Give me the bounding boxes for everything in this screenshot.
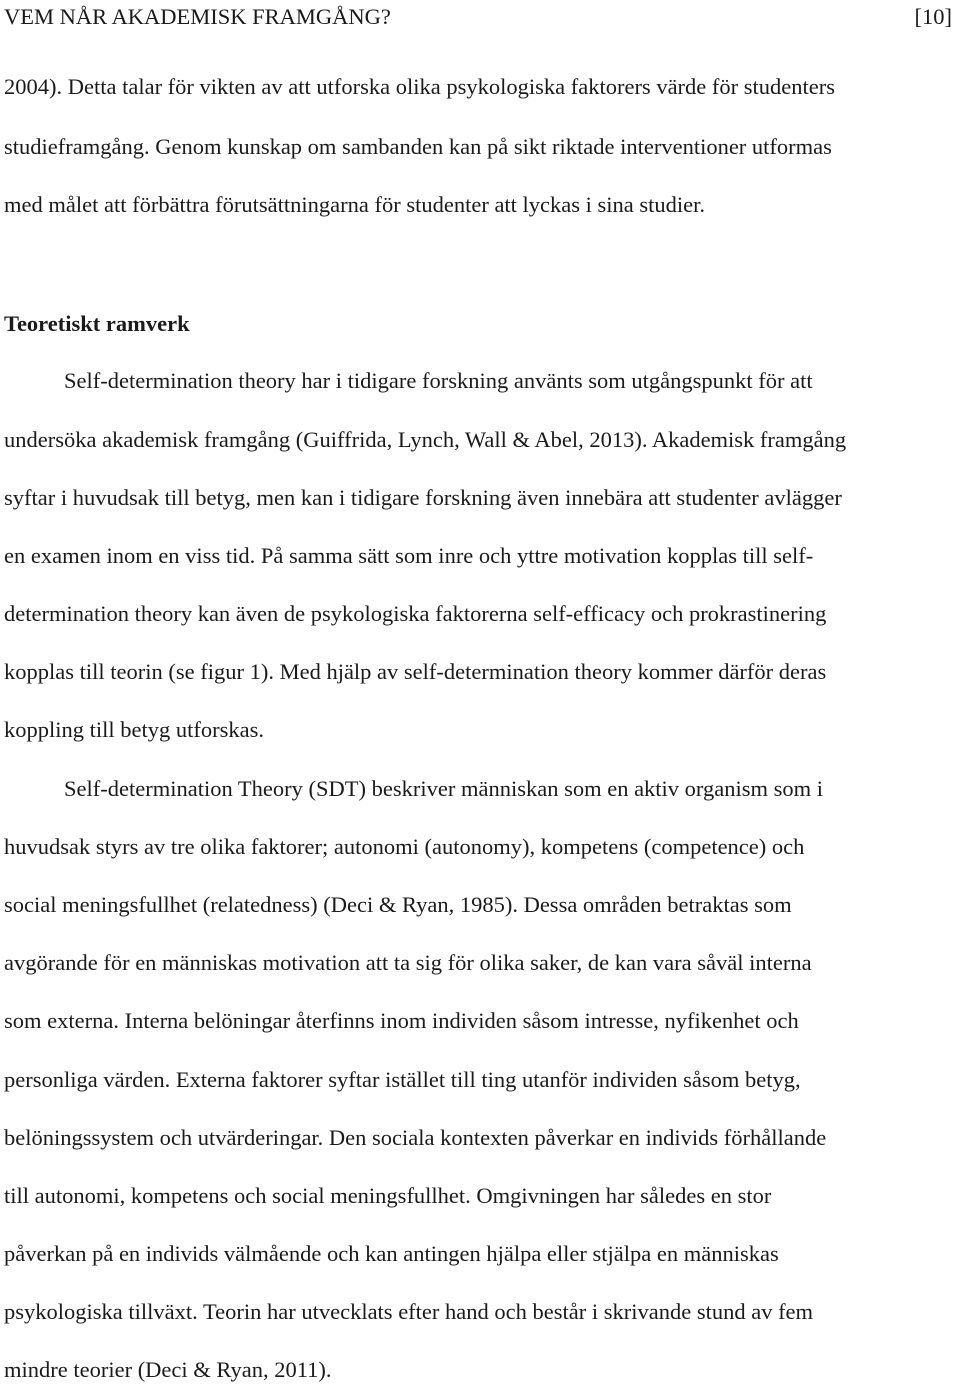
paragraph-line: syftar i huvudsak till betyg, men kan i tidigare forskning även innebära att studenter avlägger	[4, 485, 842, 510]
paragraph-line: som externa. Interna belöningar återfinns inom individen såsom intresse, nyfikenhet och	[4, 1008, 799, 1033]
intro-line: studieframgång. Genom kunskap om sambanden kan på sikt riktade interventioner utformas	[4, 134, 832, 159]
paragraph-line: belöningssystem och utvärderingar. Den sociala kontexten påverkar en individs förhållande	[4, 1125, 827, 1150]
section-heading: Teoretiskt ramverk	[4, 311, 190, 336]
paragraph-line: determination theory kan även de psykologiska faktorerna self-efficacy och prokrastinering	[4, 601, 827, 626]
intro-line: 2004). Detta talar för vikten av att utforska olika psykologiska faktorers värde för studenters	[4, 74, 835, 99]
paragraph-line: påverkan på en individs välmående och kan antingen hjälpa eller stjälpa en människas	[4, 1241, 779, 1266]
paragraph-line: social meningsfullhet (relatedness) (Deci & Ryan, 1985). Dessa områden betraktas som	[4, 892, 792, 917]
page-number: [10]	[914, 4, 952, 29]
paragraph-line: koppling till betyg utforskas.	[4, 717, 264, 742]
paragraph-line: Self-determination Theory (SDT) beskriver människan som en aktiv organism som i	[64, 776, 824, 801]
page-header	[4, 4, 952, 38]
paragraph-line: huvudsak styrs av tre olika faktorer; autonomi (autonomy), kompetens (competence) och	[4, 834, 805, 859]
paragraph-line: psykologiska tillväxt. Teorin har utvecklats efter hand och består i skrivande stund av fem	[4, 1299, 814, 1324]
paragraph-line: personliga värden. Externa faktorer syftar istället till ting utanför individen såsom betyg,	[4, 1067, 801, 1092]
paragraph-line: kopplas till teorin (se figur 1). Med hjälp av self-determination theory kommer därför deras	[4, 659, 827, 684]
paragraph-line: avgörande för en människas motivation att ta sig för olika saker, de kan vara såväl interna	[4, 950, 812, 975]
paragraph-line: Self-determination theory har i tidigare forskning använts som utgångspunkt för att	[64, 368, 813, 393]
paragraph-line: en examen inom en viss tid. På samma sätt som inre och yttre motivation kopplas till self-	[4, 543, 814, 568]
paragraph-line: till autonomi, kompetens och social meningsfullhet. Omgivningen har således en stor	[4, 1183, 772, 1208]
intro-line: med målet att förbättra förutsättningarna för studenter att lyckas i sina studier.	[4, 192, 706, 217]
running-title: VEM NÅR AKADEMISK FRAMGÅNG?	[4, 4, 391, 29]
paragraph-line: mindre teorier (Deci & Ryan, 2011).	[4, 1357, 332, 1382]
paragraph-line: undersöka akademisk framgång (Guiffrida, Lynch, Wall & Abel, 2013). Akademisk framgång	[4, 427, 847, 452]
